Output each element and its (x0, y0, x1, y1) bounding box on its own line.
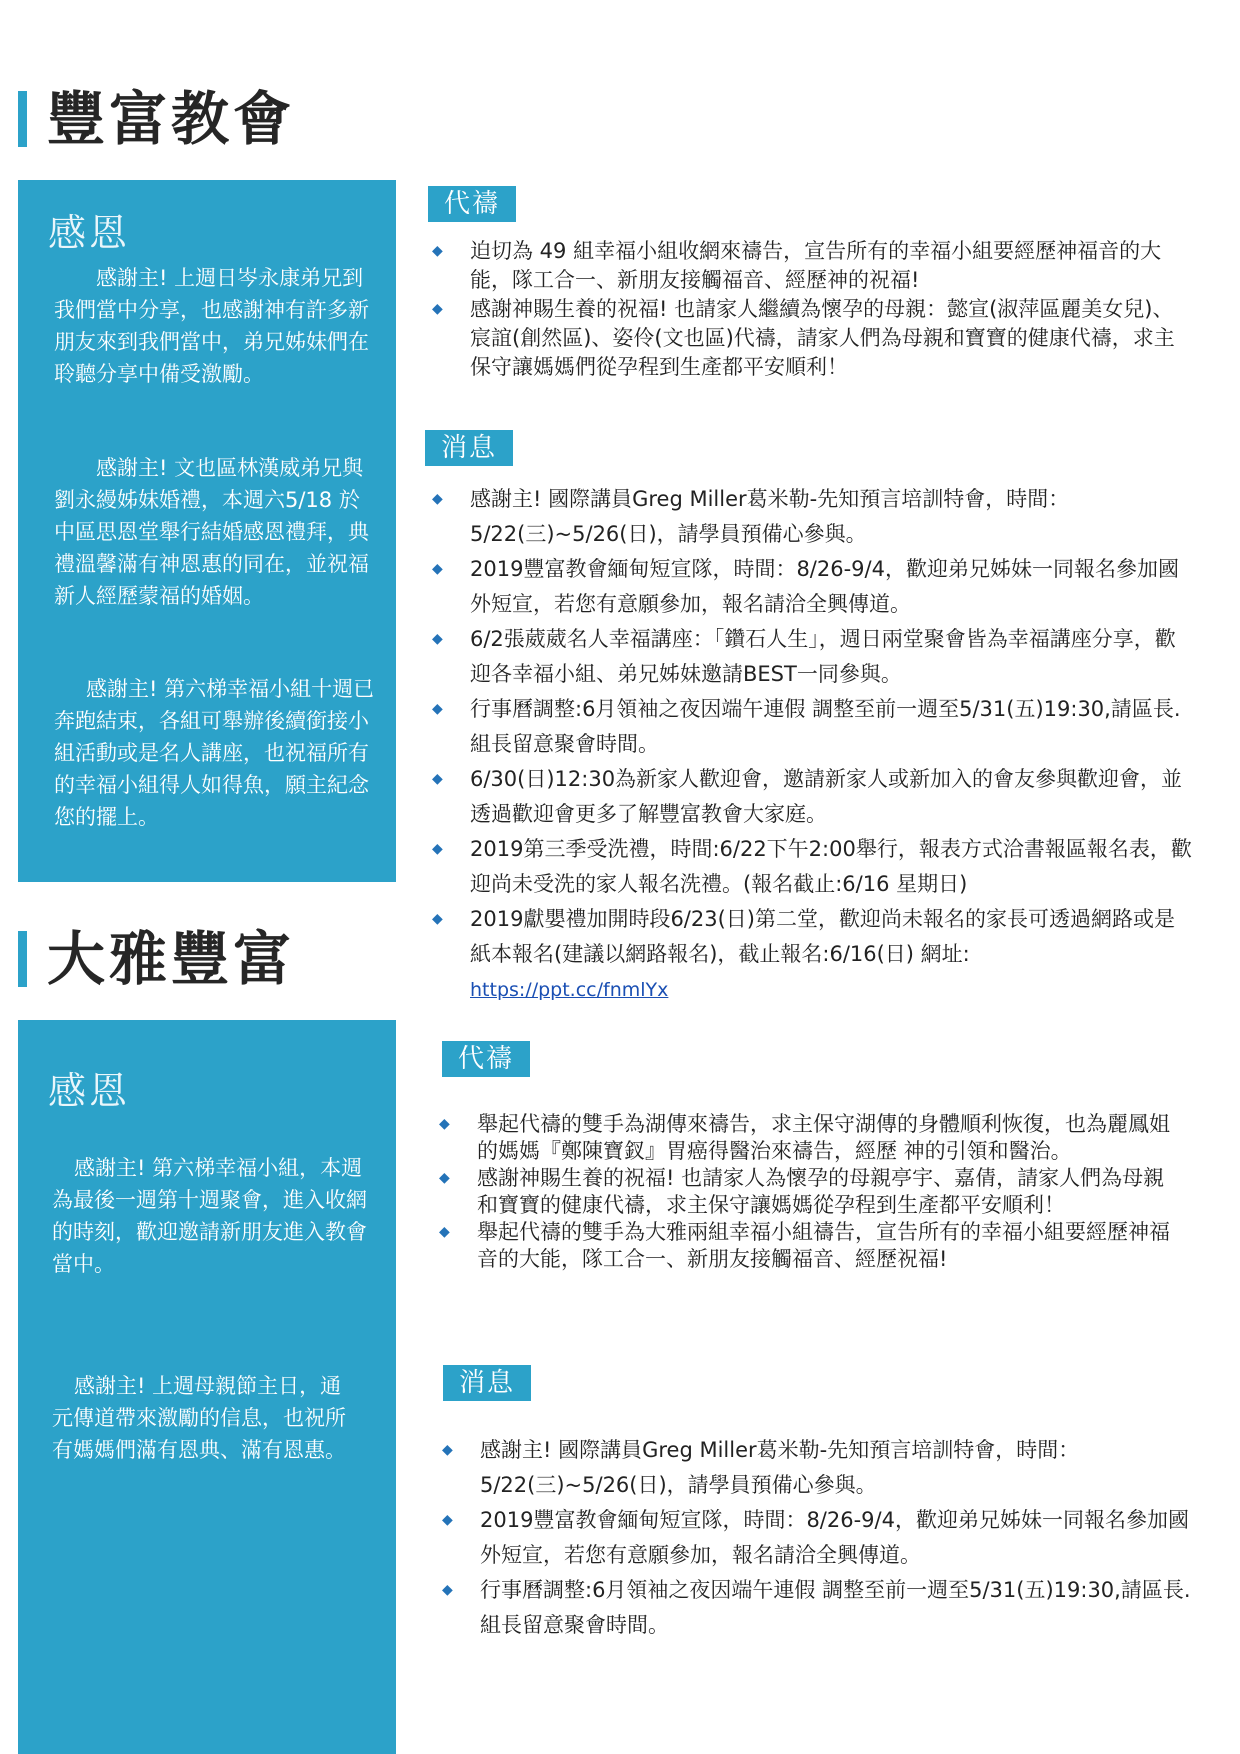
list-item (432, 762, 1192, 832)
thanks-paragraph: 感謝主! 第六梯幸福小組十週已奔跑結束，各組可舉辦後續銜接小組活動或是名人講座，也祝福所有的幸福小組得人如得魚，願主紀念您的擺上。 (54, 677, 375, 829)
diamond-bullet-icon: ◆ (432, 911, 443, 927)
diamond-bullet-icon: ◆ (432, 701, 443, 717)
list-item (432, 237, 1182, 295)
prayer-tag: 代禱 (428, 186, 516, 222)
thanks-title: 感恩 (48, 211, 131, 255)
section-heading-fengfu (18, 85, 296, 153)
diamond-bullet-icon: ◆ (439, 1116, 450, 1132)
list-item (432, 902, 1192, 1007)
diamond-bullet-icon: ◆ (439, 1224, 450, 1240)
diamond-bullet-icon: ◆ (432, 491, 443, 507)
news-list (432, 482, 1192, 1007)
list-item (442, 1433, 1202, 1503)
list-item-text: 感謝主! 國際講員Greg Miller葛米勒-先知預言培訓特會，時間：5/22(三)~5/26(日)，請學員預備心參與。 (470, 487, 1070, 546)
diamond-bullet-icon: ◆ (432, 243, 443, 259)
list-item-text: 感謝神賜生養的祝福! 也請家人繼續為懷孕的母親：懿宣(淑萍區麗美女兒)、宸誼(創然區)、姿伶(文也區)代禱，請家人們為母親和寶寶的健康代禱，求主保守讓媽媽們從孕程到生產都平安順利！ (470, 297, 1175, 379)
prayer-list (432, 237, 1182, 382)
diamond-bullet-icon: ◆ (432, 841, 443, 857)
heading-title: 大雅豐富 (47, 925, 296, 993)
list-item (432, 295, 1182, 382)
thanks-title: 感恩 (48, 1069, 131, 1113)
list-item (432, 692, 1192, 762)
diamond-bullet-icon: ◆ (442, 1582, 453, 1598)
news-list (442, 1433, 1202, 1643)
diamond-bullet-icon: ◆ (432, 301, 443, 317)
thanks-panel (18, 1020, 396, 1754)
list-item-text: 2019豐富教會緬甸短宣隊，時間：8/26-9/4，歡迎弟兄姊妹一同報名參加國外短宣，若您有意願參加，報名請洽全興傳道。 (480, 1508, 1189, 1567)
news-tag: 消息 (443, 1365, 531, 1401)
list-item-text: 2019獻嬰禮加開時段6/23(日)第二堂，歡迎尚未報名的家長可透過網路或是紙本報名(建議以網路報名)，截止報名:6/16(日) 網址: (470, 907, 1175, 966)
diamond-bullet-icon: ◆ (442, 1512, 453, 1528)
diamond-bullet-icon: ◆ (432, 771, 443, 787)
list-item-text: 舉起代禱的雙手為湖傳來禱告，求主保守湖傳的身體順利恢復，也為麗鳳姐的媽媽『鄭陳寶釵』胃癌得醫治來禱告，經歷 神的引領和醫治。 (477, 1112, 1170, 1163)
news-tag: 消息 (425, 430, 513, 466)
list-item (432, 482, 1192, 552)
list-item (442, 1503, 1202, 1573)
list-item-text: 2019第三季受洗禮，時間:6/22下午2:00舉行，報表方式洽書報區報名表，歡迎尚未受洗的家人報名洗禮。(報名截止:6/16 星期日) (470, 837, 1192, 896)
thanks-paragraph: 感謝主! 第六梯幸福小組，本週為最後一週第十週聚會，進入收網的時刻，歡迎邀請新朋友進入教會當中。 (52, 1156, 367, 1276)
list-item-text: 6/30(日)12:30為新家人歡迎會，邀請新家人或新加入的會友參與歡迎會，並透過歡迎會更多了解豐富教會大家庭。 (470, 767, 1183, 826)
heading-title: 豐富教會 (47, 85, 296, 153)
list-item (439, 1111, 1177, 1165)
thanks-paragraph: 感謝主! 上週日岑永康弟兄到我們當中分享，也感謝神有許多新朋友來到我們當中，弟兄姊妹們在聆聽分享中備受激勵。 (54, 266, 369, 386)
heading-accent-bar (18, 931, 27, 987)
list-item-text: 舉起代禱的雙手為大雅兩組幸福小組禱告，宣告所有的幸福小組要經歷神福音的大能，隊工合一、新朋友接觸福音、經歷祝福! (477, 1220, 1170, 1271)
list-item (432, 552, 1192, 622)
thanks-panel (18, 180, 396, 882)
thanks-paragraph: 感謝主! 上週母親節主日，通元傳道帶來激勵的信息，也祝所有媽媽們滿有恩典、滿有恩惠。 (52, 1374, 346, 1462)
list-item-text: 2019豐富教會緬甸短宣隊，時間：8/26-9/4，歡迎弟兄姊妹一同報名參加國外短宣，若您有意願參加，報名請洽全興傳道。 (470, 557, 1179, 616)
list-item (432, 622, 1192, 692)
list-item (439, 1219, 1177, 1273)
registration-link[interactable]: https://ppt.cc/fnmlYx (470, 979, 669, 1001)
list-item (439, 1165, 1177, 1219)
list-item (442, 1573, 1202, 1643)
prayer-tag: 代禱 (442, 1041, 530, 1077)
list-item-text: 感謝主! 國際講員Greg Miller葛米勒-先知預言培訓特會，時間：5/22(三)~5/26(日)，請學員預備心參與。 (480, 1438, 1080, 1497)
diamond-bullet-icon: ◆ (439, 1170, 450, 1186)
diamond-bullet-icon: ◆ (432, 561, 443, 577)
list-item-text: 行事曆調整:6月領袖之夜因端午連假 調整至前一週至5/31(五)19:30,請區長.組長留意聚會時間。 (480, 1578, 1191, 1637)
heading-accent-bar (18, 91, 27, 147)
prayer-list (439, 1111, 1177, 1273)
list-item-text: 迫切為 49 組幸福小組收網來禱告，宣告所有的幸福小組要經歷神福音的大能，隊工合一、新朋友接觸福音、經歷神的祝福! (470, 239, 1162, 292)
list-item (432, 832, 1192, 902)
section-heading-daya (18, 925, 296, 993)
thanks-paragraph: 感謝主! 文也區林漢威弟兄與劉永縵姊妹婚禮，本週六5/18 於中區思恩堂舉行結婚感恩禮拜，典禮溫馨滿有神恩惠的同在，並祝福新人經歷蒙福的婚姻。 (54, 456, 369, 608)
diamond-bullet-icon: ◆ (442, 1442, 453, 1458)
diamond-bullet-icon: ◆ (432, 631, 443, 647)
list-item-text: 行事曆調整:6月領袖之夜因端午連假 調整至前一週至5/31(五)19:30,請區長.組長留意聚會時間。 (470, 697, 1181, 756)
list-item-text: 6/2張葳葳名人幸福講座：「鑽石人生」，週日兩堂聚會皆為幸福講座分享，歡迎各幸福小組、弟兄姊妹邀請BEST一同參與。 (470, 627, 1176, 686)
list-item-text: 感謝神賜生養的祝福! 也請家人為懷孕的母親亭宇、嘉倩，請家人們為母親和寶寶的健康代禱，求主保守讓媽媽從孕程到生產都平安順利！ (477, 1166, 1165, 1217)
